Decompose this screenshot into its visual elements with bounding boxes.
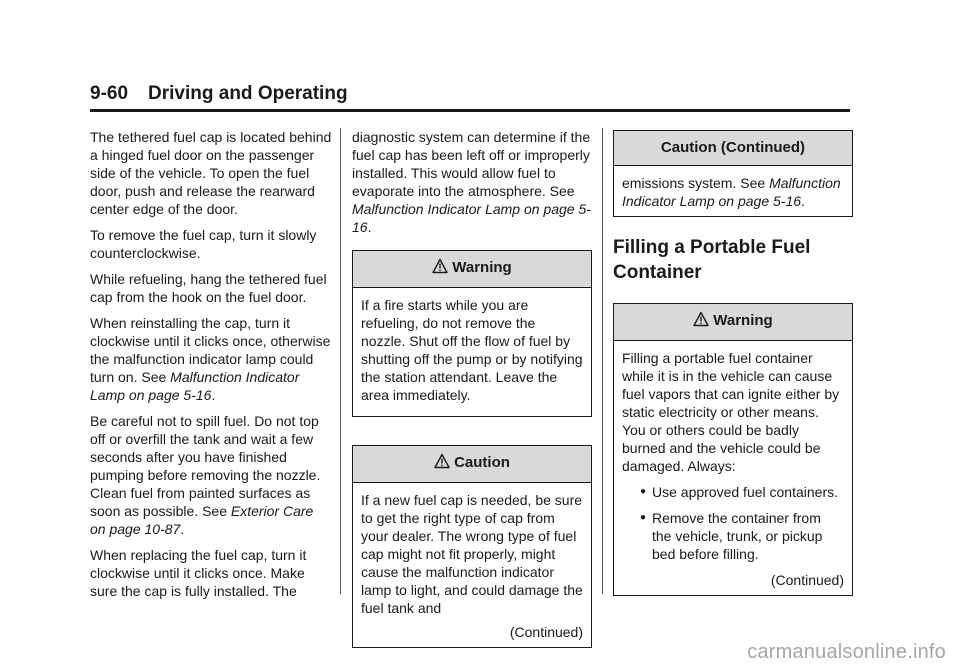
paragraph: To remove the fuel cap, turn it slowly counterclockwise.	[90, 227, 317, 261]
paragraph: The tethered fuel cap is located behind a hinged fuel door on the passenger side of the vehicle. To open the fuel door, push and release the rearward center edge of the door.	[90, 129, 332, 217]
column-2	[352, 128, 592, 648]
warning-box	[352, 250, 592, 417]
paragraph-text: Be careful not to spill fuel. Do not top off or overfill the tank and wait a few seconds after you have finished pumping before removing the nozzle. Clean fuel from painted surfaces as soon as possible. See	[90, 413, 321, 519]
paragraph-text: diagnostic system can determine if the fuel cap has been left off or improperly installed. This would allow fuel to evaporate into the atmosphere. See	[352, 129, 591, 199]
paragraph-text: emissions system. See	[622, 175, 770, 191]
continued-label: (Continued)	[770, 572, 844, 588]
warning-box-header	[353, 251, 591, 288]
watermark: carmanualsonline.info	[747, 641, 946, 663]
cross-reference-link[interactable]: Exterior Care on page 10-87	[90, 503, 314, 537]
paragraph	[352, 128, 592, 236]
caution-continued-body	[614, 166, 852, 216]
page-number: 9-60	[90, 83, 129, 104]
list-item	[622, 483, 844, 501]
cross-reference-link[interactable]: Malfunction Indicator Lamp on page 5-16	[90, 369, 300, 403]
warning-triangle-icon	[693, 311, 709, 333]
warning-text: If a fire starts while you are refueling, do not remove the nozzle. Shut off the flow of fuel by shutting off the pump or by notifying the station attendant. Leave the area immediately.	[361, 297, 583, 403]
caution-box-header	[353, 446, 591, 483]
paragraph	[90, 314, 332, 404]
caution-box-body	[353, 483, 591, 647]
caution-continued-box	[613, 130, 853, 217]
warning-text: Filling a portable fuel container while it is in the vehicle can cause fuel vapors that can ignite either by static electricity or other means. You or others could be badly burned and the vehicle could be damaged. Always:	[622, 350, 840, 474]
bullet-icon: ●	[640, 512, 647, 523]
warning-title: Warning	[452, 259, 512, 276]
section-heading: Filling a Portable Fuel Container	[613, 237, 811, 283]
caution-continued-header: Caution (Continued)	[614, 131, 852, 166]
caution-text: If a new fuel cap is needed, be sure to get the right type of cap from your dealer. The wrong type of fuel cap might not fit properly, might cause the malfunction indicator lamp to light, and could damage the fuel tank and	[361, 492, 583, 616]
paragraph	[622, 174, 844, 210]
warning-box-body	[353, 288, 591, 416]
cross-reference-link[interactable]: Malfunction Indicator Lamp on page 5-16	[622, 175, 841, 209]
column-3	[613, 128, 853, 596]
paragraph: When replacing the fuel cap, turn it clockwise until it clicks once. Make sure the cap is fully installed. The	[90, 547, 307, 599]
list-item-text: Use approved fuel containers.	[652, 484, 838, 500]
paragraph-text: When reinstalling the cap, turn it clockwise until it clicks once, otherwise the malfunction indicator lamp could turn on. See	[90, 315, 331, 385]
warning-title: Warning	[713, 312, 773, 329]
warning-triangle-icon	[432, 258, 448, 280]
section-title: Driving and Operating	[148, 83, 348, 104]
paragraph	[90, 412, 332, 538]
punctuation: .	[801, 193, 805, 209]
warning-box	[613, 303, 853, 596]
column-divider	[602, 128, 603, 594]
list-item-text: Remove the container from the vehicle, trunk, or pickup bed before filling.	[652, 510, 823, 562]
caution-box	[352, 445, 592, 648]
column-divider	[340, 128, 341, 594]
punctuation: .	[211, 387, 216, 403]
column-1	[90, 128, 332, 608]
caution-title: Caution	[454, 454, 510, 471]
page-header	[90, 82, 850, 106]
punctuation: .	[367, 219, 372, 235]
warning-triangle-icon	[434, 453, 450, 475]
bullet-list	[622, 483, 844, 563]
punctuation: .	[180, 521, 185, 537]
header-rule	[90, 109, 850, 112]
paragraph: While refueling, hang the tethered fuel cap from the hook on the fuel door.	[90, 271, 327, 305]
cross-reference-link[interactable]: Malfunction Indicator Lamp on page 5-16	[352, 201, 591, 235]
header-title	[90, 82, 850, 106]
list-item	[622, 509, 844, 563]
warning-box-body	[614, 341, 852, 595]
bullet-icon: ●	[640, 486, 647, 497]
continued-label: (Continued)	[509, 624, 583, 640]
warning-box-header	[614, 304, 852, 341]
